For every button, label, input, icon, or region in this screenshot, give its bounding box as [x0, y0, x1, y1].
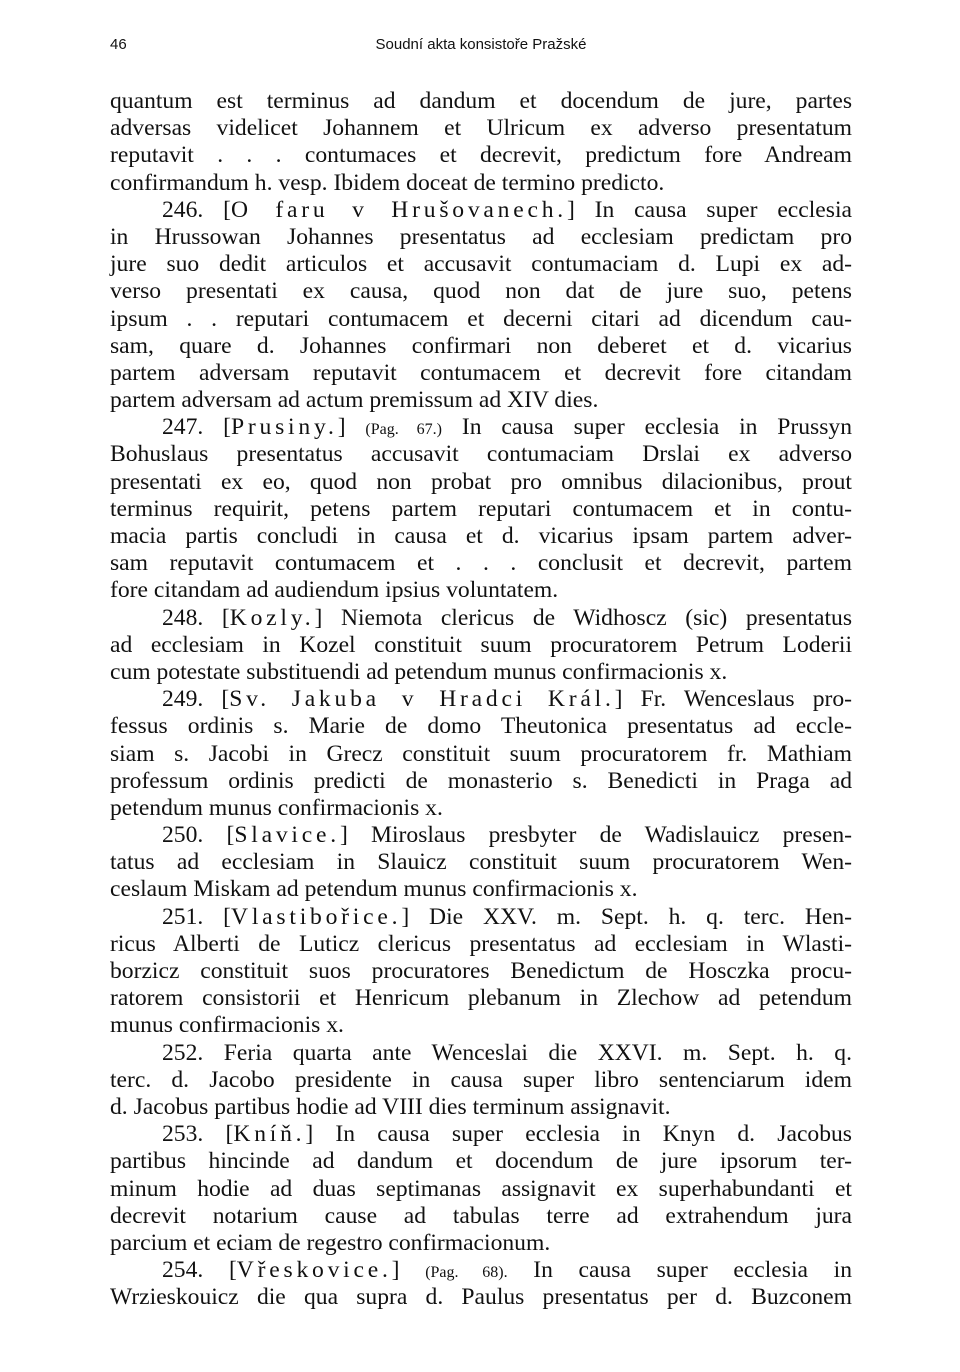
- text-run: In causa super ecclesia in: [507, 1257, 852, 1284]
- text-line: munus confirmacionis x.: [110, 1012, 344, 1039]
- text-line: Wrzieskouicz die qua supra d. Paulus presentatus per d. Buzconem: [110, 1284, 852, 1311]
- text-line: ipsum . . reputari contumacem et decerni citari ad dicendum cau-: [110, 305, 852, 332]
- text-run: ] In causa super ecclesia: [566, 196, 852, 223]
- text-line: partibus hincinde ad dandum et docendum de jure ipsorum ter-: [110, 1148, 852, 1175]
- text-line: sam reputavit contumacem et . . . conclusit et decrevit, partem: [110, 550, 852, 577]
- text-line: ad ecclesiam in Kozel constituit suum procuratorem Petrum Loderii: [110, 631, 852, 658]
- text-line: d. Jacobus partibus hodie ad VIII dies terminum assignavit.: [110, 1093, 671, 1120]
- text-line: macia partis concludi in causa et d. vicarius ipsam partem adver-: [110, 523, 852, 549]
- text-run: In causa super ecclesia in Prussyn: [442, 414, 853, 441]
- text-line: minum hodie ad duas septimanas assignavit ex superhabundanti et: [110, 1175, 852, 1202]
- text-line: terminus requirit, petens partem reputari contumacem et in contu-: [110, 495, 852, 522]
- entry-first-line: [110, 1257, 852, 1284]
- text-run: ] Fr. Wenceslaus pro-: [614, 686, 853, 713]
- text-line: quantum est terminus ad dandum et docendum de jure, partes: [110, 88, 852, 114]
- text-line: siam s. Jacobi in Grecz constituit suum procuratorem fr. Mathiam: [110, 740, 852, 767]
- text-line: tatus ad ecclesiam in Slauicz constituit suum procuratorem Wen-: [110, 849, 852, 876]
- page-reference: (Pag. 67.): [365, 421, 443, 439]
- text-run: 253. [: [162, 1121, 234, 1148]
- text-run: 254. [: [162, 1257, 237, 1284]
- place-name: Kníň.: [233, 1121, 306, 1148]
- entry-first-line: [110, 414, 852, 441]
- text-line: ricus Alberti de Luticz clericus presentatus ad ecclesiam in Wlasti-: [110, 930, 852, 957]
- text-run: ]: [391, 1257, 426, 1284]
- text-line: parcium et eciam de regestro confirmacionum.: [110, 1229, 551, 1256]
- text-line: ceslaum Miskam ad petendum munus confirmacionis x.: [110, 876, 638, 903]
- place-name: Vlastibořice.: [231, 903, 402, 930]
- entry-first-line: 252. Feria quarta ante Wenceslai die XXVI. m. Sept. h. q.: [162, 1039, 852, 1066]
- text-run: 247. [: [162, 414, 231, 441]
- page-header: [110, 36, 852, 62]
- text-line: verso presentati ex causa, quod non dat de jure suo, petens: [110, 278, 852, 305]
- text-line: sam, quare d. Johannes confirmari non deberet et d. vicarius: [110, 332, 852, 359]
- text-line: presentati ex eo, quod non probat pro omnibus dilacionibus, prout: [110, 468, 852, 495]
- text-line: terc. d. Jacobo presidente in causa super libro sentenciarum idem: [110, 1066, 852, 1093]
- text-run: 250. [: [162, 822, 235, 849]
- page-reference: (Pag. 68).: [425, 1264, 508, 1282]
- text-run: ] Niemota clericus de Widhoscz (sic) presentatus: [314, 604, 852, 631]
- place-name: Sv. Jakuba v Hradci Král.: [229, 686, 615, 713]
- document-body: [110, 88, 852, 1311]
- text-line: decrevit notarium cause ad tabulas terre ad extrahendum jura: [110, 1202, 852, 1229]
- text-line: adversas videlicet Johannem et Ulricum ex adverso presentatum: [110, 115, 852, 142]
- entry-first-line: [110, 605, 852, 632]
- text-run: 251. [: [162, 903, 232, 930]
- text-run: 249. [: [162, 686, 230, 713]
- place-name: Slavice.: [234, 822, 340, 849]
- text-line: Bohuslaus presentatus accusavit contumaciam Drslai ex adverso: [110, 441, 852, 468]
- text-run: ] In causa super ecclesia in Knyn d. Jacobus: [305, 1121, 852, 1148]
- place-name: Kozly.: [229, 604, 315, 631]
- text-line: confirmandum h. vesp. Ibidem doceat de termino predicto.: [110, 169, 665, 196]
- place-name: Vřeskovice.: [236, 1257, 392, 1284]
- text-run: 246. [: [162, 196, 231, 223]
- text-line: fore citandam ad audiendum ipsius voluntatem.: [110, 577, 559, 604]
- place-name: Prusiny.: [231, 414, 338, 441]
- place-name: O faru v Hrušovanech.: [230, 196, 567, 223]
- text-line: in Hrussowan Johannes presentatus ad ecclesiam predictam pro: [110, 223, 852, 250]
- entry-first-line: [110, 1121, 852, 1148]
- page-number: 46: [110, 36, 127, 53]
- text-run: ] Die XXV. m. Sept. h. q. terc. Hen-: [401, 903, 852, 930]
- entry-first-line: [110, 686, 852, 713]
- text-run: 248. [: [162, 604, 230, 631]
- text-line: partem adversam reputavit contumacem et decrevit fore citandam: [110, 359, 852, 386]
- text-line: partem adversam ad actum premissum ad XIV dies.: [110, 387, 599, 414]
- text-line: professum ordinis predicti de monasterio s. Benedicti in Praga ad: [110, 767, 852, 794]
- text-line: reputavit . . . contumaces et decrevit, predictum fore Andream: [110, 142, 852, 169]
- running-title: Soudní akta konsistoře Pražské: [375, 36, 587, 53]
- text-line: jure suo dedit articulos et accusavit contumaciam d. Lupi ex ad-: [110, 251, 852, 278]
- text-line: cum potestate substituendi ad petendum munus confirmacionis x.: [110, 658, 728, 685]
- text-line: ratorem consistorii et Henricum plebanum in Zlechow ad petendum: [110, 985, 852, 1012]
- entry-first-line: [110, 904, 852, 931]
- text-run: ]: [337, 414, 366, 441]
- entry-first-line: [110, 822, 852, 849]
- entry-first-line: [110, 197, 852, 224]
- text-line: borzicz constituit suos procuratores Benedictum de Hosczka procu-: [110, 958, 852, 984]
- text-run: ] Miroslaus presbyter de Wadislauicz presen-: [339, 822, 853, 849]
- text-line: fessus ordinis s. Marie de domo Theutonica presentatus ad eccle-: [110, 713, 852, 740]
- text-line: petendum munus confirmacionis x.: [110, 794, 443, 821]
